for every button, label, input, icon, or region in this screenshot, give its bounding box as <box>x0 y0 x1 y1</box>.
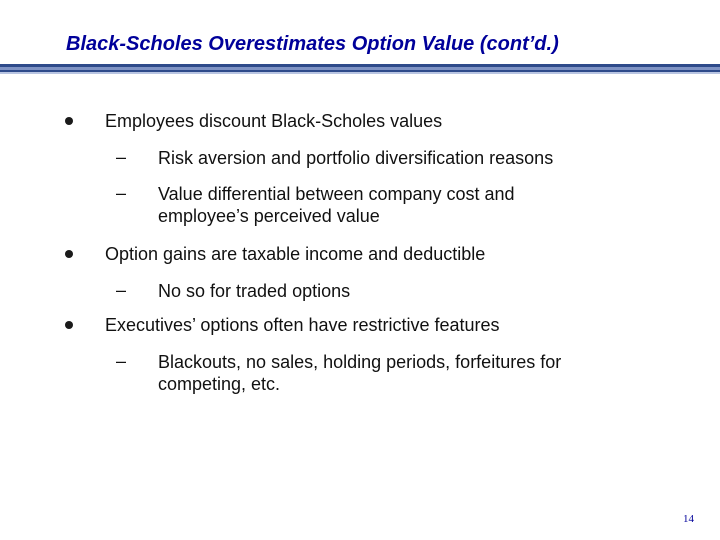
sub-bullet-text: No so for traded options <box>158 281 351 301</box>
sub-bullet-dash: – <box>116 280 127 300</box>
bullet-text: Employees discount Black-Scholes values <box>105 111 443 131</box>
sub-bullet-text: Blackouts, no sales, holding periods, forfeitures for competing, etc. <box>158 352 562 394</box>
sub-bullet-dash: – <box>116 183 127 203</box>
sub-bullet-text: Value differential between company cost and employee’s perceived value <box>158 184 515 226</box>
bullet-dot <box>65 250 73 258</box>
sub-bullet-dash: – <box>116 147 127 167</box>
page-number: 14 <box>683 513 694 525</box>
bullet-text: Option gains are taxable income and deductible <box>105 244 486 264</box>
bullet-text: Executives’ options often have restrictive features <box>105 315 500 335</box>
sub-bullet-text: Risk aversion and portfolio diversification reasons <box>158 148 554 168</box>
sub-bullet-dash: – <box>116 351 127 371</box>
rule-band-shadow <box>0 72 720 74</box>
bullet-dot <box>65 321 73 329</box>
title-rule <box>0 64 720 76</box>
bullet-dot <box>65 117 73 125</box>
slide-title: Black-Scholes Overestimates Option Value (cont’d.) <box>66 33 559 55</box>
